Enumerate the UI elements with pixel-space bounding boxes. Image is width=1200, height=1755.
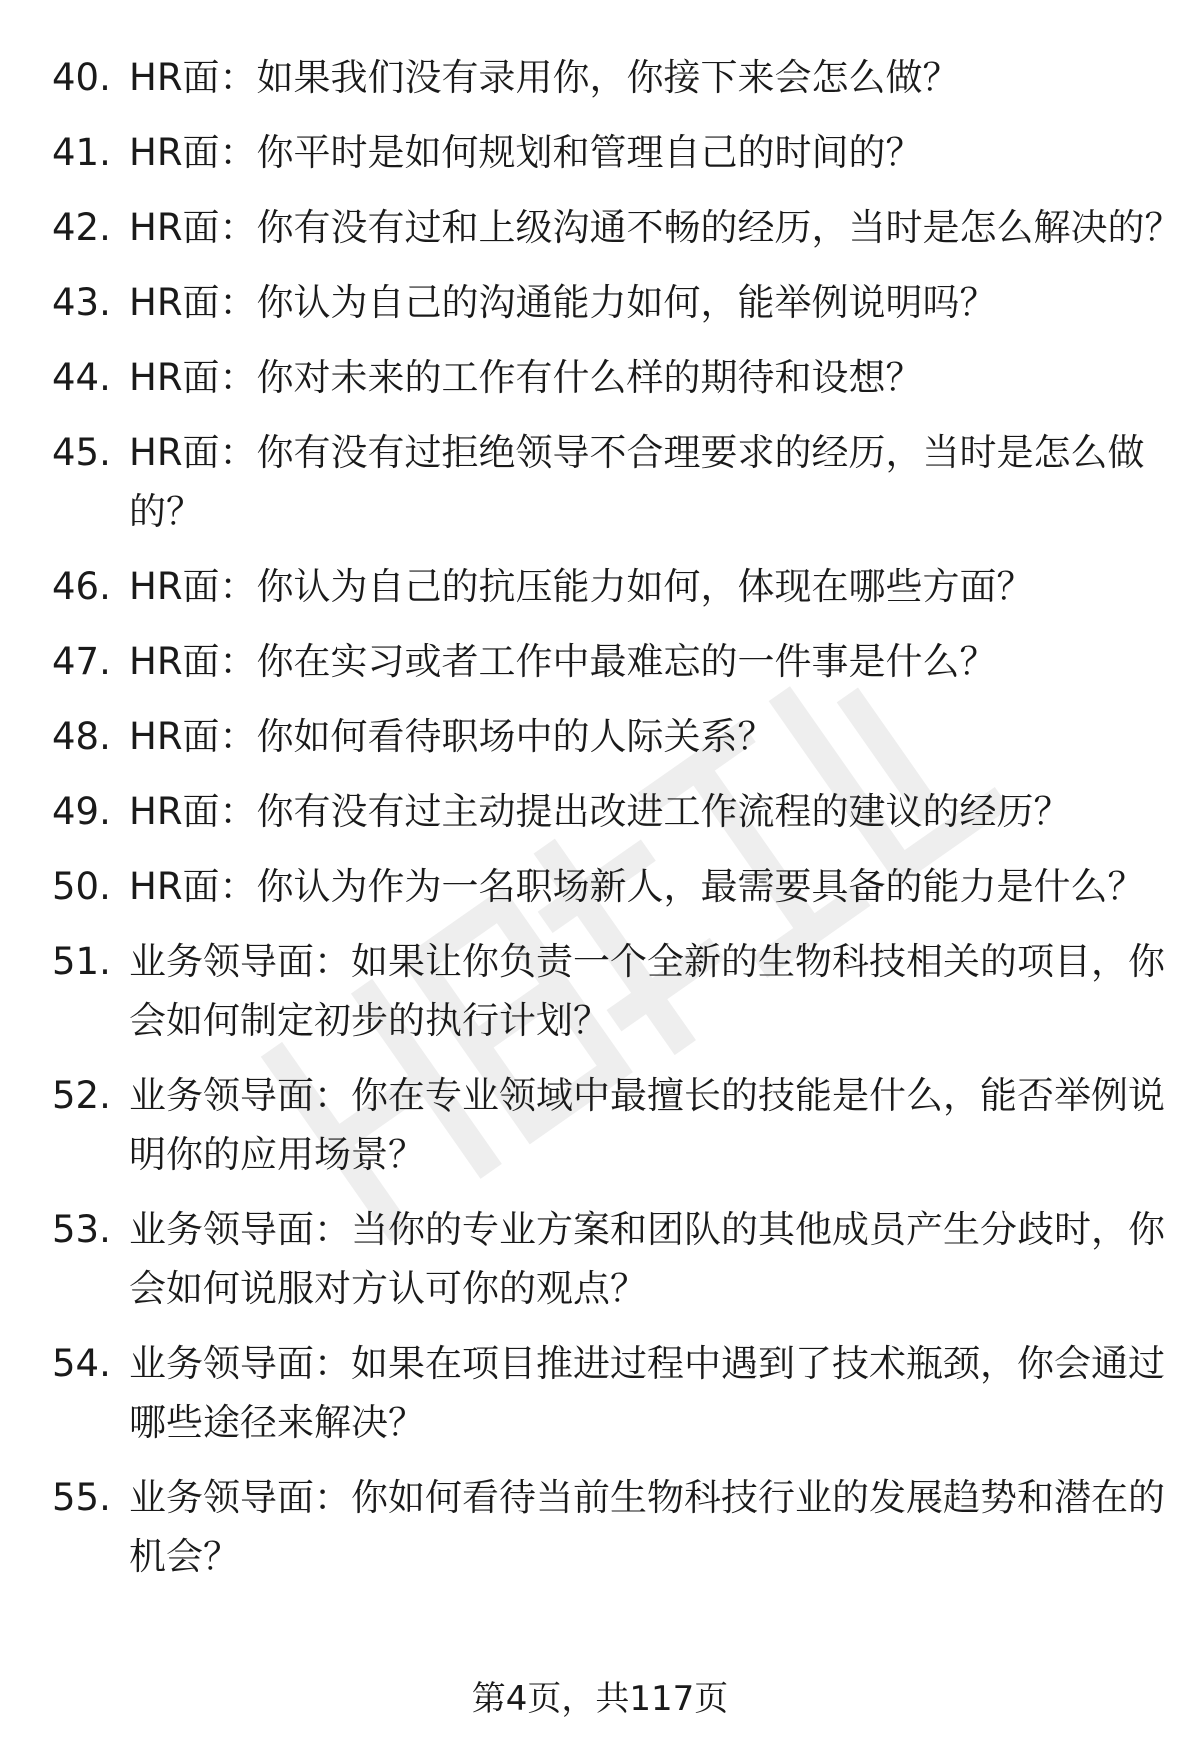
question-text-line: 明你的应用场景？: [129, 1133, 425, 1176]
question-text-line: 业务领导面：当你的专业方案和团队的其他成员产生分歧时，你: [129, 1208, 1165, 1251]
question-number: 53.: [52, 1208, 111, 1251]
question-text: [129, 348, 1139, 407]
question-text: [129, 1200, 1165, 1318]
question-number: 40.: [52, 56, 111, 99]
question-text-line: 会如何说服对方认可你的观点？: [129, 1267, 647, 1310]
question-number: 55.: [52, 1476, 111, 1519]
question-text: [129, 273, 1139, 332]
question-text: [129, 423, 1145, 541]
question-text: [129, 198, 1182, 257]
question-text: [129, 632, 1139, 691]
question-text-line: HR面：如果我们没有录用你，你接下来会怎么做？: [129, 56, 960, 99]
question-number: 43.: [52, 281, 111, 324]
question-text-line: 哪些途径来解决？: [129, 1401, 425, 1444]
question-text-line: HR面：你如何看待职场中的人际关系？: [129, 715, 775, 758]
question-text-line: 会如何制定初步的执行计划？: [129, 999, 610, 1042]
question-text-line: HR面：你有没有过拒绝领导不合理要求的经历，当时是怎么做: [129, 431, 1145, 474]
question-text: [129, 707, 1139, 766]
question-number: 44.: [52, 356, 111, 399]
question-number: 48.: [52, 715, 111, 758]
question-text: [129, 123, 1139, 182]
question-text-line: HR面：你在实习或者工作中最难忘的一件事是什么？: [129, 640, 997, 683]
question-number: 42.: [52, 206, 111, 249]
question-number: 46.: [52, 565, 111, 608]
question-text-line: HR面：你平时是如何规划和管理自己的时间的？: [129, 131, 923, 174]
question-text-line: HR面：你有没有过和上级沟通不畅的经历，当时是怎么解决的？: [129, 206, 1182, 249]
question-text-line: HR面：你认为自己的沟通能力如何，能举例说明吗？: [129, 281, 997, 324]
question-text: [129, 1066, 1165, 1184]
question-text: [129, 932, 1165, 1050]
question-text: [129, 857, 1145, 916]
question-number: 51.: [52, 940, 111, 983]
question-text-line: 的？: [129, 490, 203, 533]
question-number: 47.: [52, 640, 111, 683]
question-text-line: 机会？: [129, 1535, 240, 1578]
question-text-line: 业务领导面：你在专业领域中最擅长的技能是什么，能否举例说: [129, 1074, 1165, 1117]
question-text: [129, 557, 1139, 616]
question-text: [129, 1468, 1165, 1586]
question-text-line: HR面：你对未来的工作有什么样的期待和设想？: [129, 356, 923, 399]
question-number: 41.: [52, 131, 111, 174]
question-text: [129, 1334, 1165, 1452]
question-text-line: HR面：你认为自己的抗压能力如何，体现在哪些方面？: [129, 565, 1034, 608]
question-number: 45.: [52, 431, 111, 474]
question-number: 49.: [52, 790, 111, 833]
question-text: [129, 48, 1139, 107]
question-text-line: 业务领导面：你如何看待当前生物科技行业的发展趋势和潜在的: [129, 1476, 1165, 1519]
question-text-line: HR面：你有没有过主动提出改进工作流程的建议的经历？: [129, 790, 1071, 833]
question-text-line: HR面：你认为作为一名职场新人，最需要具备的能力是什么？: [129, 865, 1145, 908]
question-text: [129, 782, 1139, 841]
question-number: 54.: [52, 1342, 111, 1385]
question-number: 52.: [52, 1074, 111, 1117]
question-text-line: 业务领导面：如果让你负责一个全新的生物科技相关的项目，你: [129, 940, 1165, 983]
question-number: 50.: [52, 865, 111, 908]
question-text-line: 业务领导面：如果在项目推进过程中遇到了技术瓶颈，你会通过: [129, 1342, 1165, 1385]
page-footer: 第4页，共117页: [471, 1679, 729, 1719]
